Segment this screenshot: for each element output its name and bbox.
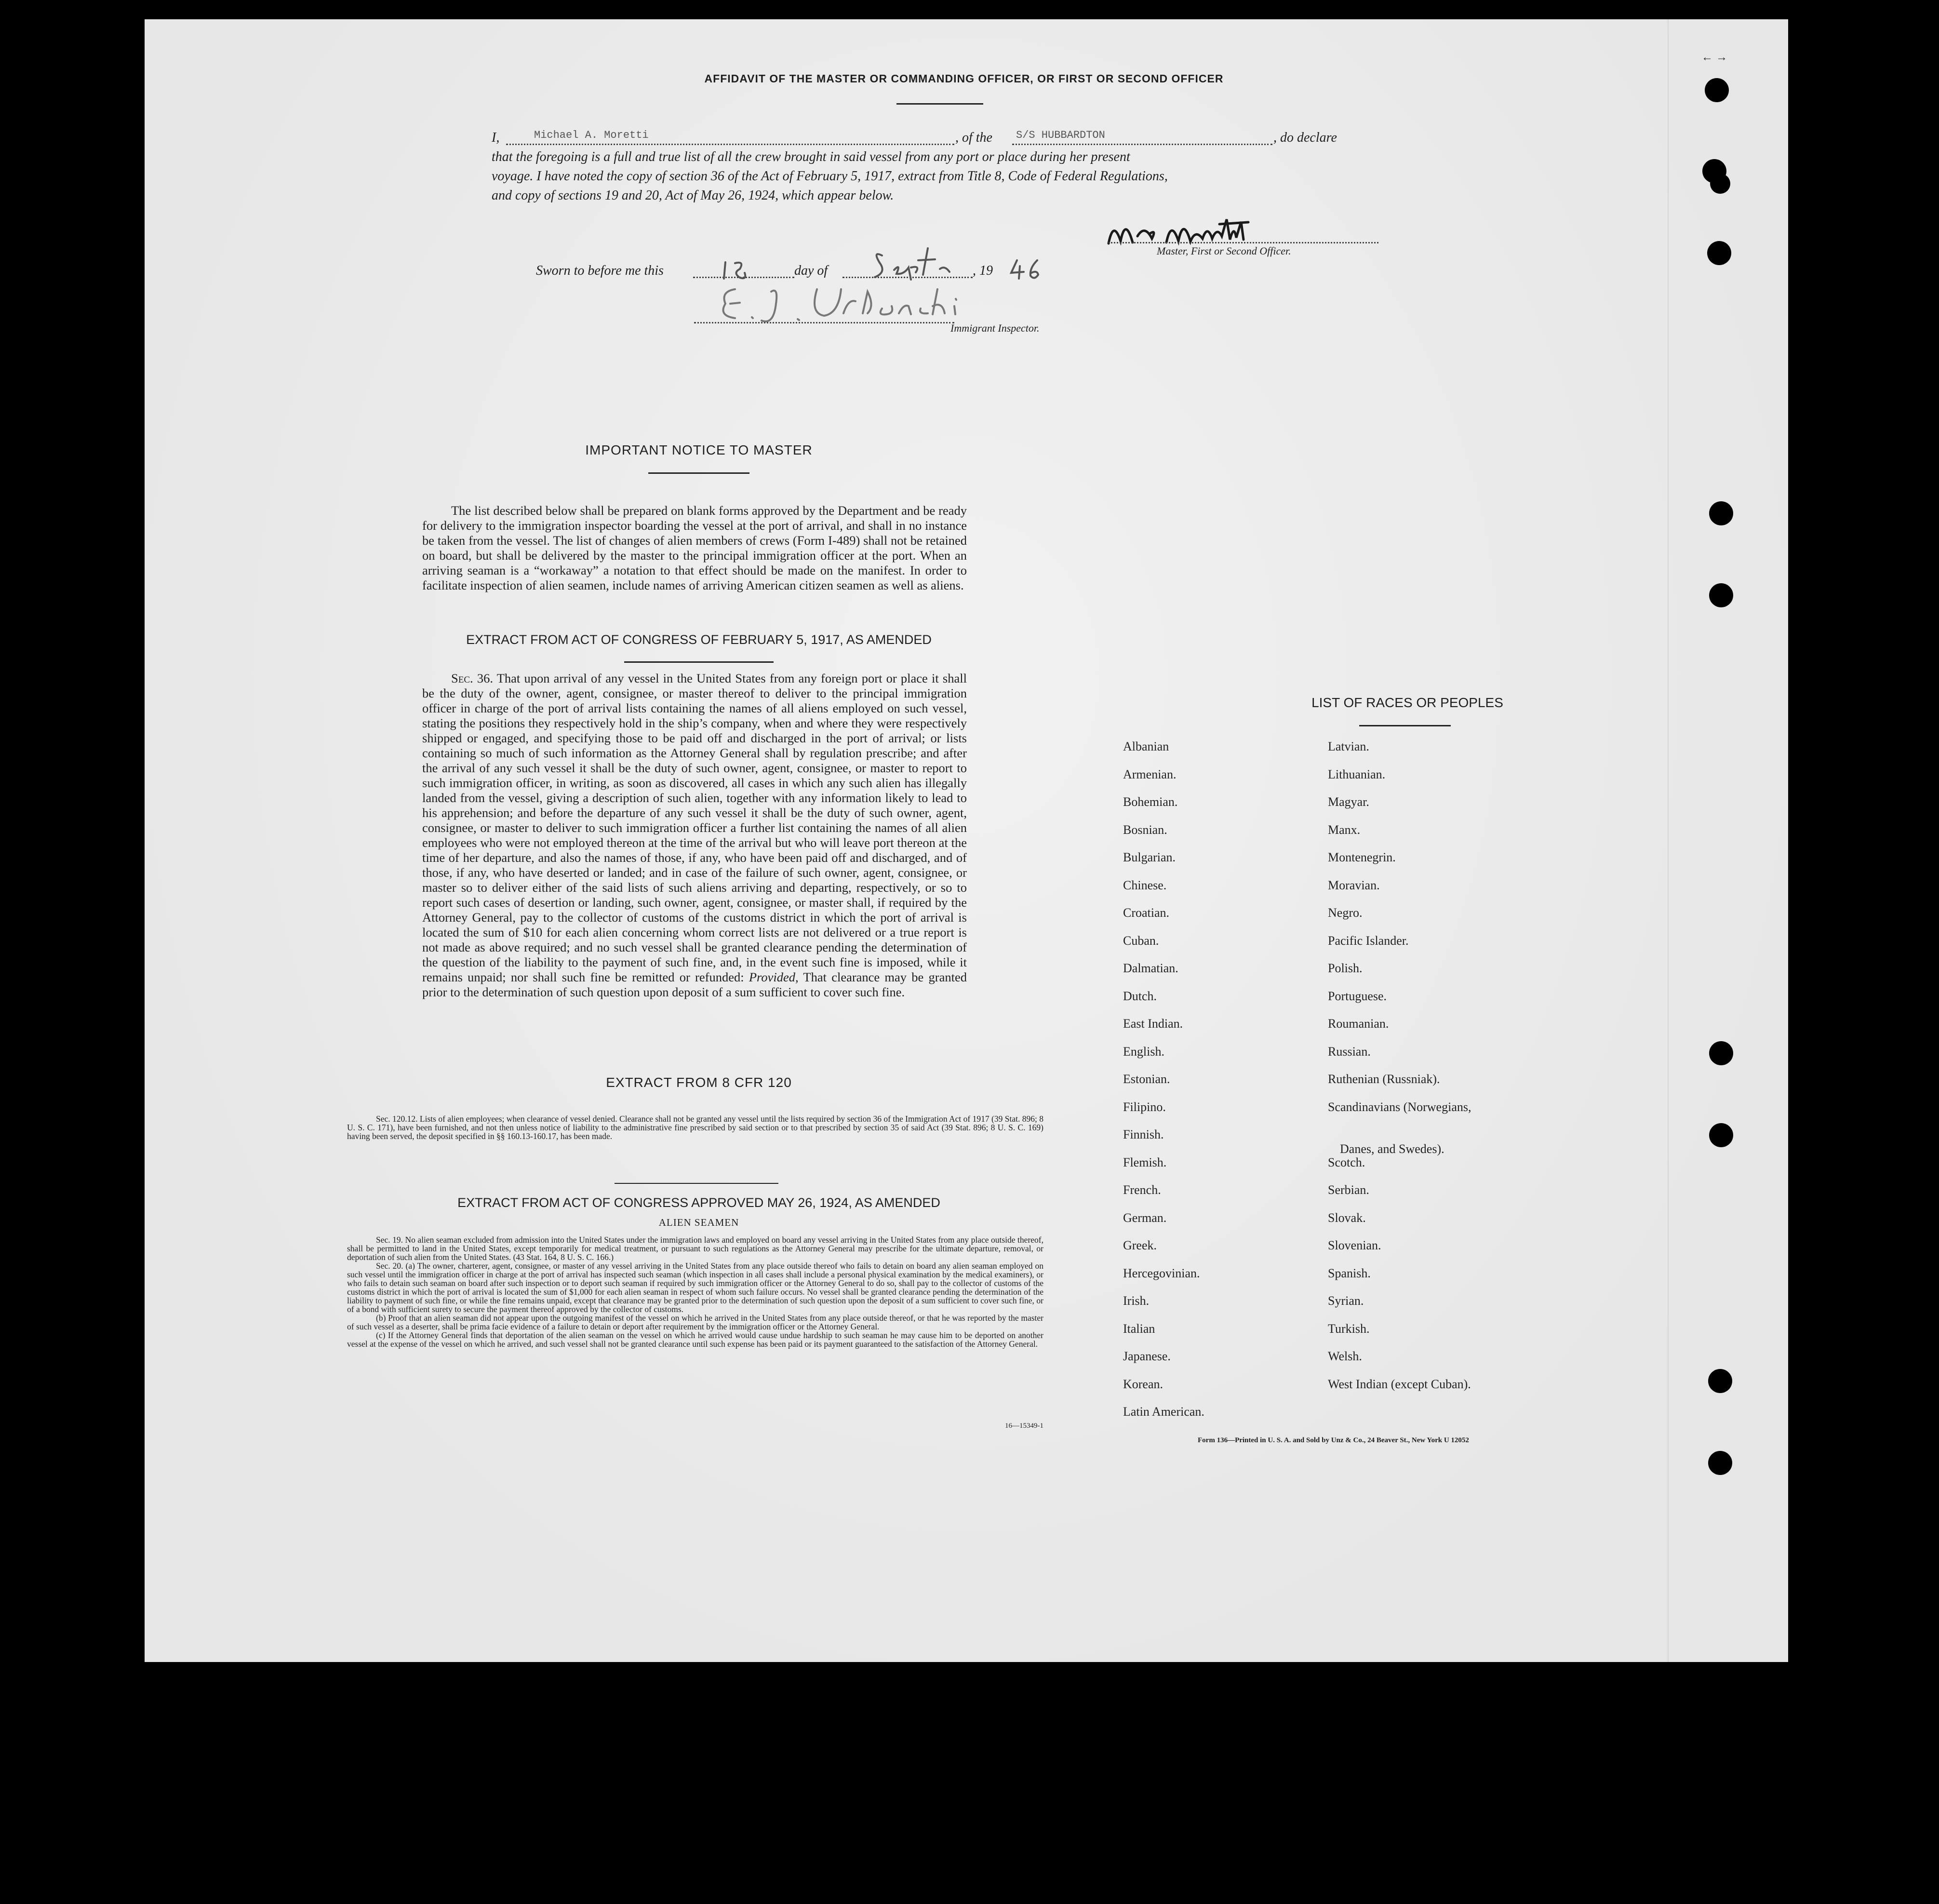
binder-hole xyxy=(1710,174,1730,194)
race-item: Welsh. xyxy=(1328,1349,1362,1363)
decl-prefix: I, xyxy=(492,130,500,145)
extract-1917-rule xyxy=(624,661,774,663)
form-printer-note: Form 136—Printed in U. S. A. and Sold by Unz & Co., 24 Beaver St., New York U 12052 xyxy=(1198,1436,1469,1444)
binder-hole xyxy=(1709,501,1733,525)
binder-hole xyxy=(1708,1451,1732,1475)
declaration-line-3: voyage. I have noted the copy of section 36 of the Act of February 5, 1917, extract from Title 8, Code of Federal Regulations, xyxy=(492,169,1168,184)
race-item: Japanese. xyxy=(1123,1349,1171,1363)
notice-rule xyxy=(648,472,749,474)
race-item: Cuban. xyxy=(1123,933,1159,948)
race-item: Italian xyxy=(1123,1321,1155,1336)
extract-1924-title: EXTRACT FROM ACT OF CONGRESS APPROVED MAY 26, 1924, AS AMENDED xyxy=(457,1195,940,1210)
binder-hole xyxy=(1705,78,1729,102)
declaration-line-2: that the foregoing is a full and true list of all the crew brought in said vessel from any port or place during her present xyxy=(492,149,1130,164)
extract-1917-title: EXTRACT FROM ACT OF CONGRESS OF FEBRUARY 5, 1917, AS AMENDED xyxy=(466,632,932,647)
race-item: Portuguese. xyxy=(1328,989,1387,1003)
race-item: Scotch. xyxy=(1328,1155,1365,1169)
race-item: Lithuanian. xyxy=(1328,767,1386,781)
master-signature-line xyxy=(1109,242,1378,243)
race-item: Croatian. xyxy=(1123,906,1170,920)
race-item: Magyar. xyxy=(1328,795,1369,809)
race-item: Chinese. xyxy=(1123,878,1167,892)
race-item: Bosnian. xyxy=(1123,822,1167,837)
notice-title: IMPORTANT NOTICE TO MASTER xyxy=(585,442,813,457)
race-item: German. xyxy=(1123,1210,1167,1225)
inspector-label: Immigrant Inspector. xyxy=(950,322,1040,334)
race-item: Armenian. xyxy=(1123,767,1177,781)
race-item: Dutch. xyxy=(1123,989,1157,1003)
master-name-field: Michael A. Moretti xyxy=(534,129,649,141)
sworn-day-handwriting xyxy=(718,258,766,282)
race-item: Irish. xyxy=(1123,1294,1150,1308)
race-item: Latin American. xyxy=(1123,1405,1204,1419)
race-item: Korean. xyxy=(1123,1377,1163,1391)
vessel-name-field: S/S HUBBARDTON xyxy=(1016,129,1105,141)
race-item: Polish. xyxy=(1328,961,1363,975)
race-item: Turkish. xyxy=(1328,1321,1370,1336)
races-rule xyxy=(1359,725,1451,726)
title-rule xyxy=(896,103,983,105)
race-item: Negro. xyxy=(1328,906,1363,920)
race-item: Greek. xyxy=(1123,1238,1157,1252)
race-item: Scandinavians (Norwegians, xyxy=(1328,1099,1471,1114)
sec20c-text: (c) If the Attorney General finds that deportation of the alien seaman on the vessel on which he arrived would cause undue hardship to such seaman he may cause him to be deported on another vessel at the expense of the vessel on which he arrived, and such vessel shall not be granted clearance until such expense has been paid or its payment guaranteed to the satisfaction of the Attorney General. xyxy=(347,1330,1043,1349)
race-item: Filipino. xyxy=(1123,1099,1166,1114)
race-item: Russian. xyxy=(1328,1044,1371,1059)
master-name-line xyxy=(506,144,954,145)
inspector-signature-line xyxy=(694,322,954,323)
race-item: Pacific Islander. xyxy=(1328,933,1409,948)
race-item: Latvian. xyxy=(1328,739,1369,753)
cfr-title: EXTRACT FROM 8 CFR 120 xyxy=(606,1075,792,1090)
sec20a-text: Sec. 20. (a) The owner, charterer, agent, consignee, or master of any vessel arriving in the United States from any place outside thereof who fails to detain on board any alien seaman employed on such vessel until the immigration officer in charge at the port of arrival has inspected such seaman (which inspection in all cases shall include a personal physical examination by the medical examiners), or who fails to detain such seaman on board after such inspection or to deport such seaman if required by such immigration officer or the Attorney General to do so, shall pay to the collector of customs of the customs district in which the port of arrival is located the sum of $1,000 for each alien seaman in respect of whom such failure occurs. No vessel shall be granted clearance pending the determination of the liability to payment of such fine, or while the fine remains unpaid, except that clearance may be granted prior to the determination of such question upon the deposit of a sum sufficient to cover such fine, or of a bond with sufficient surety to secure the payment thereof approved by the collector of customs. xyxy=(347,1261,1043,1314)
master-signature-label: Master, First or Second Officer. xyxy=(1157,245,1291,257)
sworn-year-handwriting xyxy=(1007,257,1046,282)
sec19-text: Sec. 19. No alien seaman excluded from admission into the United States under the immigration laws and employed on board any vessel arriving in the United States from any place outside thereof, shall be permitted to land in the United States, except temporarily for medical treatment, or pursuant to such regulations as the Attorney General may prescribe for the ultimate departure, removal, or deportation of such alien from the United States. (43 Stat. 164, 8 U. S. C. 166.) xyxy=(347,1235,1043,1262)
sec36-text: That upon arrival of any vessel in the United States from any foreign port or place it shall be the duty of the owner, agent, consignee, or master thereof to deliver to the principal immigration officer in charge of the port of arrival lists containing the names of all aliens employed on such vessel, stating the positions they respectively hold in the ship’s company, when and where they were respectively shipped or engaged, and specifying those to be paid off and discharged in the port of arrival; or lists containing so much of such information as the Attorney General shall by regulation prescribe; and after the arrival of any such vessel it shall be the duty of such owner, agent, consignee, or master to report to such immigration officer, in writing, as soon as discovered, all cases in which any such alien has illegally landed from the vessel, giving a description of such alien, together with any information likely to lead to his apprehension; and before the departure of any such vessel it shall be the duty of such owner, agent, consignee, or master to deliver to such immigration officer a further list containing the names of all alien employees who were not employed thereon at the time of the arrival but who will leave port thereon at the time of her departure, and also the names of those, if any, who have been paid off and discharged, and of those, if any, who have deserted or landed; and in case of the failure of such owner, agent, consignee, or master so to deliver either of the said lists of such aliens arriving and departing, respectively, or so to report such cases of desertion or landing, such owner, agent, consignee, or master shall, if required by the Attorney General, pay to the collector of customs of the customs district in which the port of arrival is located the sum of $10 for each alien concerning whom correct lists are not delivered or a true report is not made as above required; and no such vessel shall be granted clearance pending the determination of the question of the liability to the payment of such fine, and, in the event such fine is imposed, while it remains unpaid; nor shall such fine be remitted or refunded: xyxy=(422,671,967,984)
do-declare-label: , do declare xyxy=(1273,130,1337,145)
race-item: Flemish. xyxy=(1123,1155,1167,1169)
provided-word: Provided, xyxy=(749,970,799,984)
affidavit-title: AFFIDAVIT OF THE MASTER OR COMMANDING OFFICER, OR FIRST OR SECOND OFFICER xyxy=(704,72,1224,85)
race-item: Montenegrin. xyxy=(1328,850,1396,864)
races-title: LIST OF RACES OR PEOPLES xyxy=(1311,695,1503,710)
binder-hole xyxy=(1709,1041,1733,1065)
race-item: Moravian. xyxy=(1328,878,1380,892)
extract-1917-body xyxy=(422,671,967,1000)
day-of-label: day of xyxy=(794,263,828,278)
race-item: Albanian xyxy=(1123,739,1169,753)
year-prefix-label: , 19 xyxy=(973,263,993,278)
race-item: Slovenian. xyxy=(1328,1238,1381,1252)
binder-hole xyxy=(1708,1369,1732,1393)
race-item: Dalmatian. xyxy=(1123,961,1178,975)
race-item: Spanish. xyxy=(1328,1266,1371,1280)
race-item: English. xyxy=(1123,1044,1164,1059)
race-item: Roumanian. xyxy=(1328,1017,1389,1031)
alien-seamen-subtitle: ALIEN SEAMEN xyxy=(658,1217,739,1228)
fold-crease xyxy=(1668,19,1669,1662)
sworn-prefix: Sworn to before me this xyxy=(536,263,664,278)
form-code: 16—15349-1 xyxy=(1005,1422,1043,1430)
corner-mark: ← → xyxy=(1701,51,1727,64)
race-item: Estonian. xyxy=(1123,1072,1170,1086)
cfr-rule xyxy=(615,1183,778,1184)
sworn-month-handwriting xyxy=(868,241,974,282)
vessel-line xyxy=(1012,144,1272,145)
binder-hole xyxy=(1709,1123,1733,1147)
binder-hole xyxy=(1709,583,1733,607)
declaration-line-4: and copy of sections 19 and 20, Act of May 26, 1924, which appear below. xyxy=(492,188,894,203)
race-item: Manx. xyxy=(1328,822,1361,837)
race-item: East Indian. xyxy=(1123,1017,1183,1031)
race-item: Finnish. xyxy=(1123,1127,1164,1141)
sec36-end: That clearance may be granted prior to the determination of such question upon deposit of a sum sufficient to cover such fine. xyxy=(422,970,967,999)
cfr-body: Sec. 120.12. Lists of alien employees; when clearance of vessel denied. Clearance shall not be granted any vessel until the lists required by section 36 of the Immigration Act of 1917 (39 Stat. 896; 8 U. S. C. 171), have been furnished, and not then unless notice of liability to the administrative fine prescribed by said section or to that prescribed by section 35 of said Act (39 Stat. 896; 8 U. S. C. 169) having been served, the deposit specified in §§ 160.13-160.17, has been made. xyxy=(347,1114,1043,1141)
sec36-label: Sec. 36. xyxy=(451,671,493,685)
race-item: Syrian. xyxy=(1328,1294,1364,1308)
document-page xyxy=(145,19,1788,1662)
sec20b-text: (b) Proof that an alien seaman did not appear upon the outgoing manifest of the vessel on which he arrived in the United States from any place outside thereof, or that he was reported by the master of such vessel as a deserter, shall be prima facie evidence of a failure to detain or deport after requirement by the immigration officer or the Attorney General. xyxy=(347,1313,1043,1331)
race-item: Slovak. xyxy=(1328,1210,1366,1225)
binder-hole xyxy=(1707,241,1731,265)
notice-body: The list described below shall be prepared on blank forms approved by the Department and be ready for delivery to the immigration inspector boarding the vessel at the port of arrival, and shall in no instance be taken from the vessel. The list of changes of alien members of crews (Form I-489) shall not be retained on board, but shall be delivered by the master to the principal immigration officer at the port. When an arriving seaman is a “workaway” a notation to that effect should be made on the manifest. In order to facilitate inspection of alien seamen, include names of arriving American citizen seamen as well as aliens. xyxy=(422,503,967,592)
race-item: Danes, and Swedes). xyxy=(1340,1142,1444,1156)
race-item: Hercegovinian. xyxy=(1123,1266,1200,1280)
race-item: Ruthenian (Russniak). xyxy=(1328,1072,1440,1086)
of-the-label: , of the xyxy=(955,130,992,145)
race-item: French. xyxy=(1123,1183,1161,1197)
race-item: West Indian (except Cuban). xyxy=(1328,1377,1471,1391)
race-item: Bohemian. xyxy=(1123,795,1178,809)
extract-1924-body xyxy=(347,1235,1043,1348)
race-item: Bulgarian. xyxy=(1123,850,1176,864)
race-item: Serbian. xyxy=(1328,1183,1369,1197)
